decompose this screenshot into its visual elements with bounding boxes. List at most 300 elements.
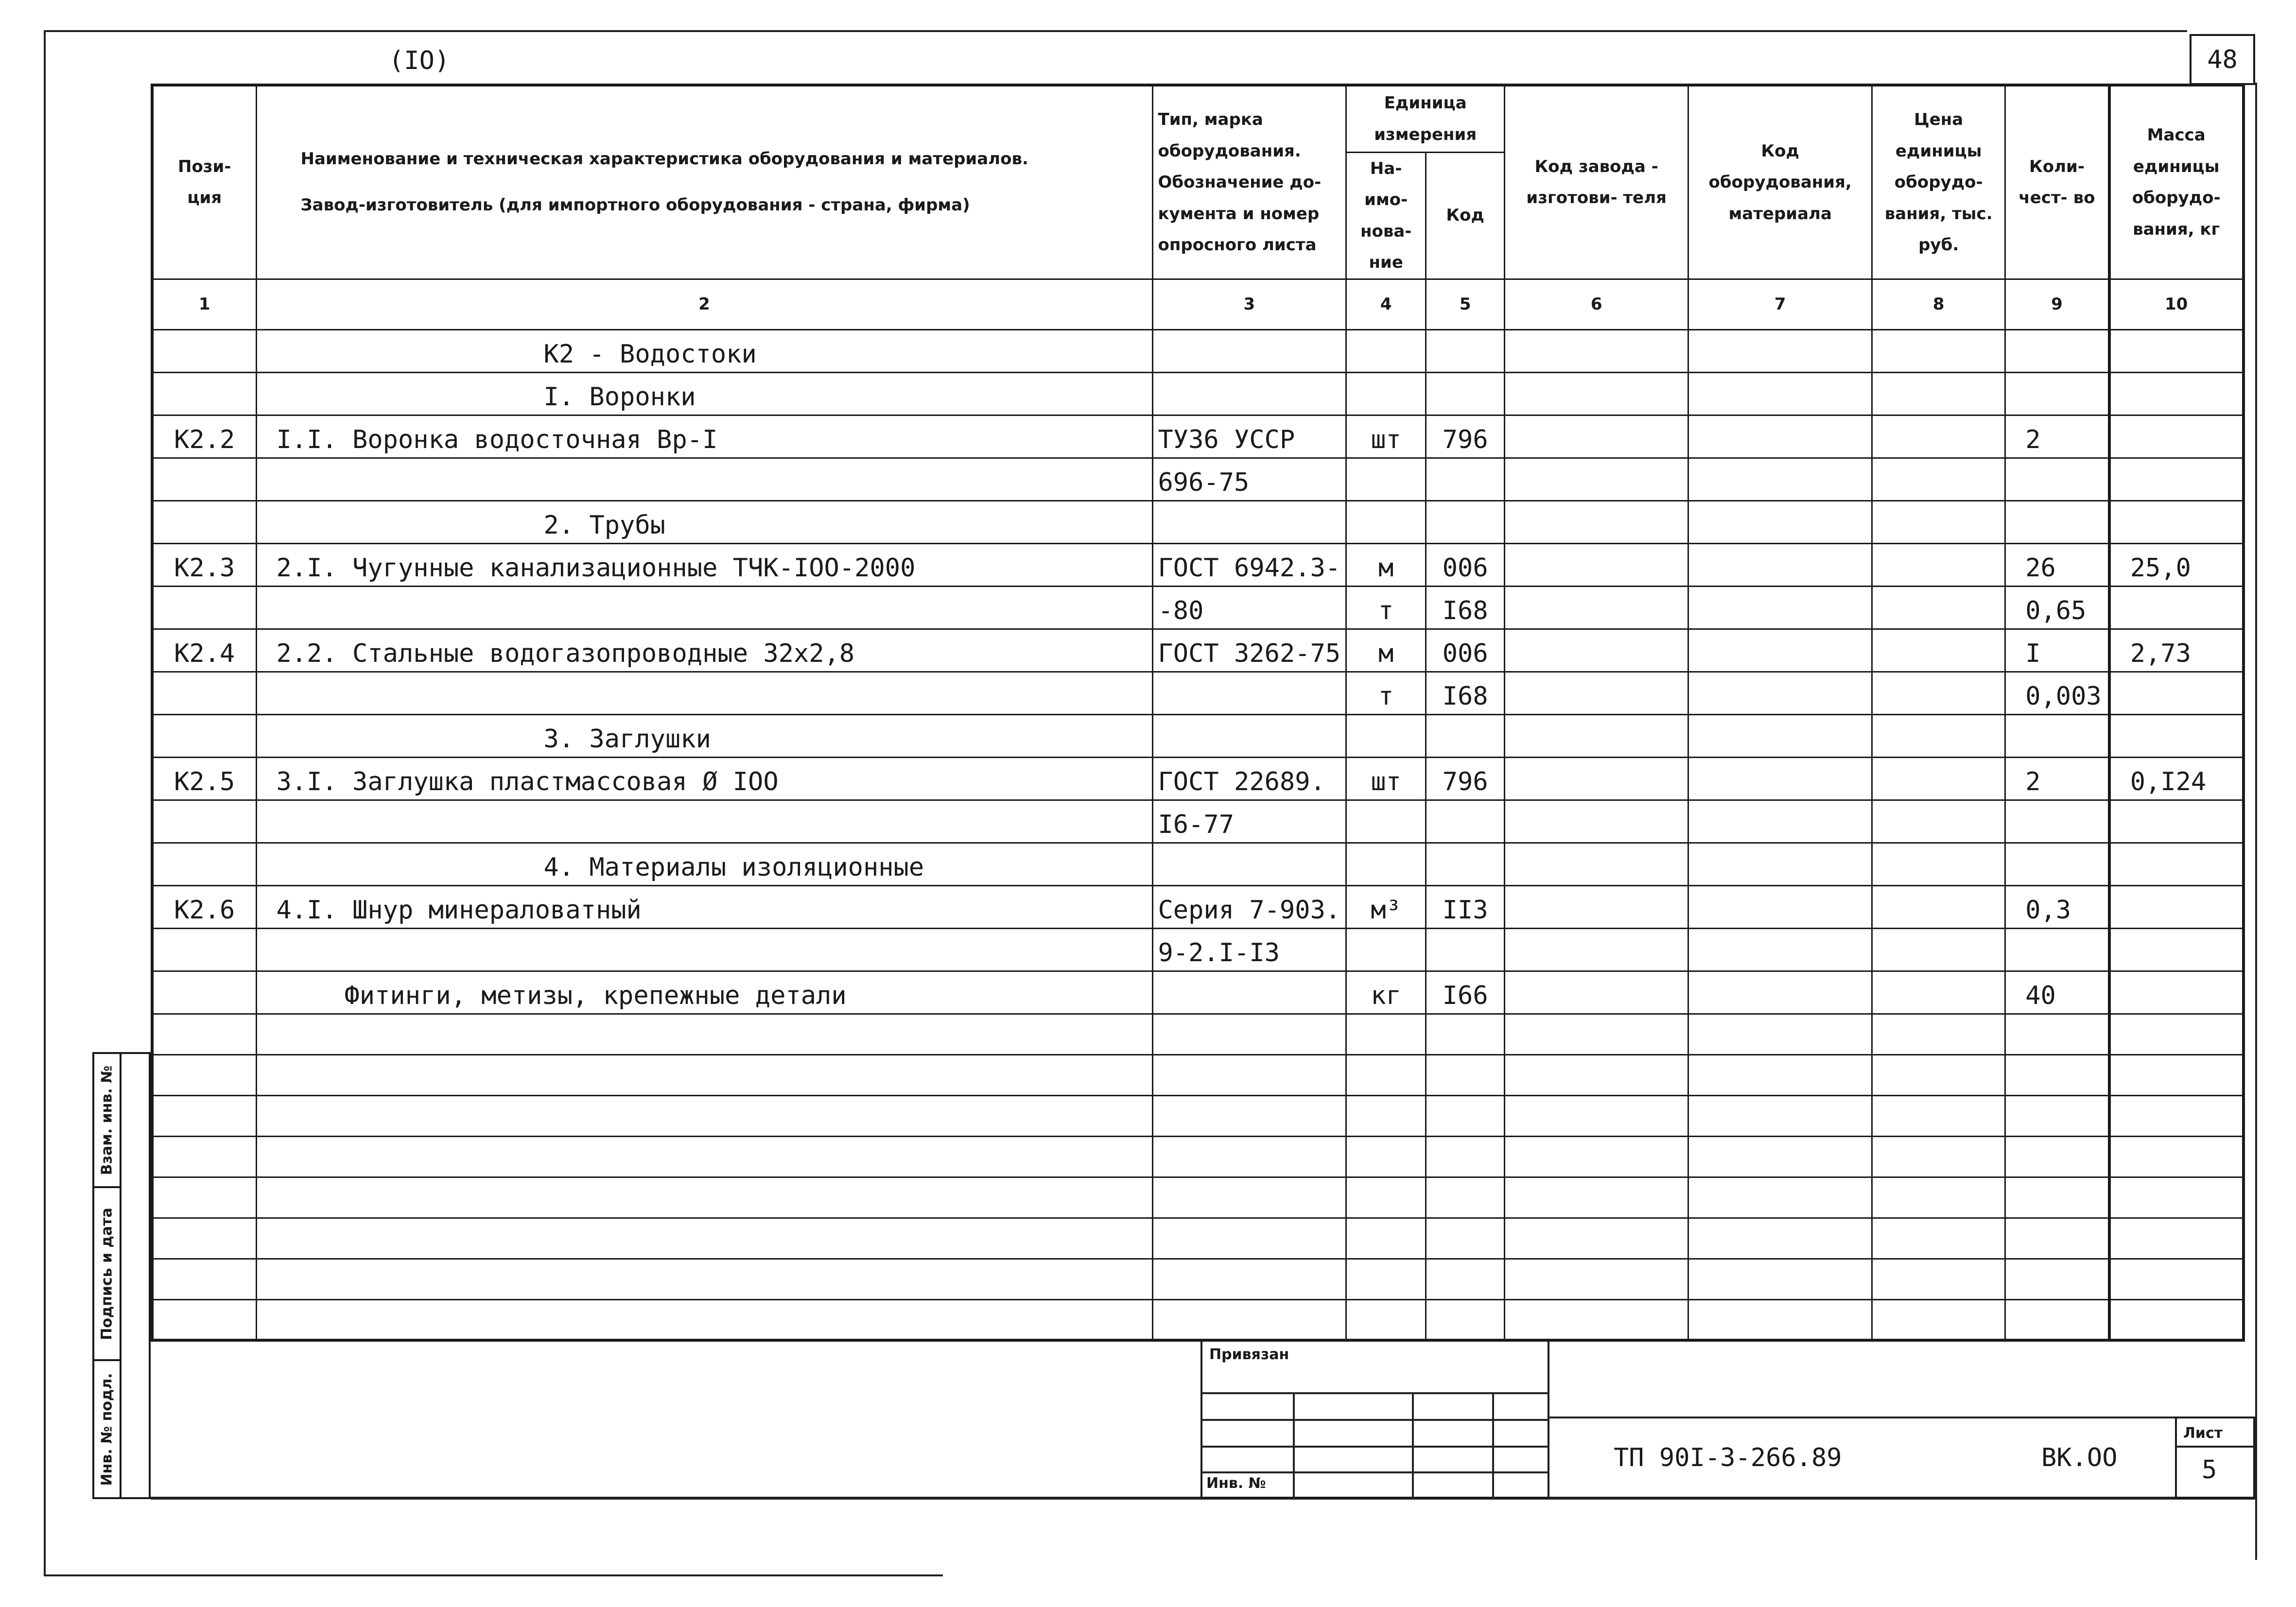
row-doc: I6-77 xyxy=(1152,800,1346,843)
row-position xyxy=(152,458,256,501)
empty-cell xyxy=(1688,1299,1872,1340)
empty-cell xyxy=(1346,1014,1426,1054)
row-price xyxy=(1872,928,2005,971)
empty-cell xyxy=(1505,1259,1688,1299)
empty-cell xyxy=(1346,1259,1426,1299)
empty-cell xyxy=(1505,501,1688,543)
row-code xyxy=(1426,800,1505,843)
row-name: Фитинги, метизы, крепежные детали xyxy=(256,971,1152,1014)
row-position-cell xyxy=(152,501,256,543)
row-code: I66 xyxy=(1426,971,1505,1014)
row-quantity: 2 xyxy=(2005,757,2109,800)
empty-table-row xyxy=(152,1218,2244,1259)
empty-cell xyxy=(1426,1054,1505,1095)
sheet-cell-divider xyxy=(2175,1446,2255,1448)
row-name xyxy=(256,672,1152,714)
sheet-top-label: (IO) xyxy=(389,46,450,75)
row-doc xyxy=(1152,672,1346,714)
row-factory-code xyxy=(1505,800,1688,843)
empty-cell xyxy=(1152,1177,1346,1218)
row-equipment-code xyxy=(1688,672,1872,714)
frame-top-line xyxy=(44,30,2187,32)
empty-cell xyxy=(1505,329,1688,372)
empty-cell xyxy=(1346,1218,1426,1259)
header-price: Цена единицы оборудо- вания, тыс. руб. xyxy=(1872,85,2005,279)
empty-cell xyxy=(1688,329,1872,372)
table-row xyxy=(152,458,2244,501)
row-quantity: 2 xyxy=(2005,415,2109,458)
col-number-4: 4 xyxy=(1346,279,1426,329)
row-unit: м xyxy=(1346,543,1426,586)
empty-cell xyxy=(1152,1218,1346,1259)
row-quantity: 26 xyxy=(2005,543,2109,586)
empty-cell xyxy=(2109,1299,2244,1340)
side-stamp-inv-label: Инв. № подл. xyxy=(98,1372,116,1486)
sheet-number: 5 xyxy=(2202,1455,2217,1485)
row-position-cell xyxy=(152,329,256,372)
row-mass xyxy=(2109,672,2244,714)
sheet-number-top-box xyxy=(2190,34,2255,85)
empty-cell xyxy=(1688,1177,1872,1218)
empty-cell xyxy=(1426,1259,1505,1299)
header-name xyxy=(256,85,1152,279)
empty-cell xyxy=(1688,372,1872,415)
row-doc: ГОСТ 22689. xyxy=(1152,757,1346,800)
row-factory-code xyxy=(1505,629,1688,672)
empty-cell xyxy=(1152,1299,1346,1340)
row-doc: ГОСТ 6942.3- xyxy=(1152,543,1346,586)
row-unit: м xyxy=(1346,629,1426,672)
side-stamp-value-column xyxy=(120,1052,151,1499)
col-number-9: 9 xyxy=(2005,279,2109,329)
row-factory-code xyxy=(1505,928,1688,971)
row-position: К2.4 xyxy=(152,629,256,672)
empty-cell xyxy=(256,1177,1152,1218)
row-quantity xyxy=(2005,458,2109,501)
row-mass xyxy=(2109,971,2244,1014)
col-number-7: 7 xyxy=(1688,279,1872,329)
empty-cell xyxy=(1505,1054,1688,1095)
empty-cell xyxy=(1426,329,1505,372)
privyazan-hline-2 xyxy=(1200,1419,1549,1421)
empty-cell xyxy=(2005,1218,2109,1259)
specification-table xyxy=(151,84,2245,1342)
row-position xyxy=(152,800,256,843)
empty-cell xyxy=(152,1054,256,1095)
section-title: 2. Трубы xyxy=(256,501,1152,543)
empty-cell xyxy=(2109,1014,2244,1054)
empty-cell xyxy=(2005,372,2109,415)
row-doc: ГОСТ 3262-75 xyxy=(1152,629,1346,672)
row-equipment-code xyxy=(1688,586,1872,629)
row-mass xyxy=(2109,800,2244,843)
row-mass xyxy=(2109,928,2244,971)
header-factory-code: Код завода - изготови- теля xyxy=(1505,85,1688,279)
table-row xyxy=(152,372,2244,415)
row-factory-code xyxy=(1505,543,1688,586)
empty-cell xyxy=(1346,1177,1426,1218)
empty-cell xyxy=(1426,714,1505,757)
row-unit xyxy=(1346,928,1426,971)
sheet-label: Лист xyxy=(2183,1425,2223,1442)
empty-cell xyxy=(1688,714,1872,757)
row-factory-code xyxy=(1505,458,1688,501)
col-number-5: 5 xyxy=(1426,279,1505,329)
row-equipment-code xyxy=(1688,757,1872,800)
empty-cell xyxy=(1505,372,1688,415)
frame-left-line xyxy=(44,30,46,1575)
row-position: К2.6 xyxy=(152,885,256,928)
row-equipment-code xyxy=(1688,543,1872,586)
row-position-cell xyxy=(152,372,256,415)
row-position: К2.2 xyxy=(152,415,256,458)
empty-cell xyxy=(1426,1218,1505,1259)
section-title: I. Воронки xyxy=(256,372,1152,415)
empty-cell xyxy=(2109,372,2244,415)
empty-cell xyxy=(2005,1177,2109,1218)
empty-cell xyxy=(256,1136,1152,1177)
row-equipment-code xyxy=(1688,971,1872,1014)
table-row xyxy=(152,329,2244,372)
empty-cell xyxy=(1872,329,2005,372)
empty-cell xyxy=(1152,1136,1346,1177)
section-title: К2 - Водостоки xyxy=(256,329,1152,372)
row-unit xyxy=(1346,458,1426,501)
empty-cell xyxy=(1346,1136,1426,1177)
empty-cell xyxy=(1152,329,1346,372)
row-code: 006 xyxy=(1426,629,1505,672)
sheet-number-top: 48 xyxy=(2207,45,2238,74)
row-name: 2.2. Стальные водогазопроводные 32х2,8 xyxy=(256,629,1152,672)
empty-cell xyxy=(1505,1177,1688,1218)
row-quantity: 0,65 xyxy=(2005,586,2109,629)
empty-cell xyxy=(1688,1095,1872,1136)
empty-cell xyxy=(1346,501,1426,543)
empty-cell xyxy=(1152,1259,1346,1299)
privyazan-hline-1 xyxy=(1200,1392,1549,1394)
empty-cell xyxy=(1872,372,2005,415)
empty-cell xyxy=(1505,1014,1688,1054)
main-title-top-line xyxy=(1548,1417,2175,1418)
empty-cell xyxy=(152,1299,256,1340)
row-price xyxy=(1872,971,2005,1014)
row-mass xyxy=(2109,586,2244,629)
table-row xyxy=(152,885,2244,928)
document-code: ТП 90I-3-266.89 xyxy=(1614,1443,1842,1472)
empty-cell xyxy=(152,1014,256,1054)
empty-cell xyxy=(1152,1014,1346,1054)
empty-cell xyxy=(152,1259,256,1299)
header-name-line2: Завод-изготовитель (для импортного оборудования - страна, фирма) xyxy=(300,195,970,215)
row-factory-code xyxy=(1505,971,1688,1014)
empty-cell xyxy=(152,1095,256,1136)
row-quantity: 40 xyxy=(2005,971,2109,1014)
empty-table-row xyxy=(152,1014,2244,1054)
document-mark: ВК.ОО xyxy=(2041,1443,2118,1472)
row-mass: 25,0 xyxy=(2109,543,2244,586)
table-row xyxy=(152,501,2244,543)
empty-cell xyxy=(2109,1095,2244,1136)
empty-cell xyxy=(256,1259,1152,1299)
table-row xyxy=(152,629,2244,672)
col-number-2: 2 xyxy=(256,279,1152,329)
row-code: 796 xyxy=(1426,415,1505,458)
row-factory-code xyxy=(1505,885,1688,928)
row-position-cell xyxy=(152,971,256,1014)
row-doc: ТУ36 УССР xyxy=(1152,415,1346,458)
specification-body xyxy=(152,329,2244,1340)
empty-cell xyxy=(1426,501,1505,543)
row-quantity xyxy=(2005,928,2109,971)
row-position: К2.5 xyxy=(152,757,256,800)
row-quantity: 0,3 xyxy=(2005,885,2109,928)
header-position: Пози- ция xyxy=(152,85,256,279)
table-row xyxy=(152,543,2244,586)
empty-cell xyxy=(2109,1136,2244,1177)
row-doc: Серия 7-903. xyxy=(1152,885,1346,928)
empty-table-row xyxy=(152,1095,2244,1136)
row-position-cell xyxy=(152,714,256,757)
empty-cell xyxy=(1872,1218,2005,1259)
row-doc: 9-2.I-I3 xyxy=(1152,928,1346,971)
row-mass: 0,I24 xyxy=(2109,757,2244,800)
row-mass: 2,73 xyxy=(2109,629,2244,672)
row-price xyxy=(1872,458,2005,501)
empty-cell xyxy=(1688,1054,1872,1095)
header-quantity: Коли- чест- во xyxy=(2005,85,2109,279)
col-number-10: 10 xyxy=(2109,279,2244,329)
frame-bottom-line xyxy=(44,1574,943,1576)
empty-cell xyxy=(1872,843,2005,885)
empty-cell xyxy=(1505,1136,1688,1177)
empty-cell xyxy=(2005,1054,2109,1095)
empty-cell xyxy=(1505,714,1688,757)
row-name: I.I. Воронка водосточная Вр-I xyxy=(256,415,1152,458)
row-quantity xyxy=(2005,800,2109,843)
header-type-doc: Тип, марка оборудования. Обозначение до- кумента и номер опросного листа xyxy=(1152,85,1346,279)
row-factory-code xyxy=(1505,757,1688,800)
row-factory-code xyxy=(1505,415,1688,458)
empty-cell xyxy=(2109,329,2244,372)
table-row xyxy=(152,672,2244,714)
empty-cell xyxy=(1346,372,1426,415)
inv-no-label: Инв. № xyxy=(1206,1475,1266,1492)
row-unit: шт xyxy=(1346,757,1426,800)
empty-cell xyxy=(1872,1054,2005,1095)
empty-cell xyxy=(1872,1259,2005,1299)
empty-table-row xyxy=(152,1177,2244,1218)
empty-cell xyxy=(2109,714,2244,757)
empty-cell xyxy=(2005,1136,2109,1177)
empty-cell xyxy=(2005,843,2109,885)
empty-cell xyxy=(152,1136,256,1177)
row-price xyxy=(1872,629,2005,672)
section-title: 4. Материалы изоляционные xyxy=(256,843,1152,885)
privyazan-hline-4 xyxy=(1200,1471,1549,1473)
row-unit: т xyxy=(1346,672,1426,714)
empty-table-row xyxy=(152,1136,2244,1177)
empty-cell xyxy=(256,1218,1152,1259)
row-doc xyxy=(1152,971,1346,1014)
empty-cell xyxy=(1688,1259,1872,1299)
empty-cell xyxy=(1346,1054,1426,1095)
empty-cell xyxy=(1152,843,1346,885)
row-factory-code xyxy=(1505,586,1688,629)
row-equipment-code xyxy=(1688,885,1872,928)
row-position: К2.3 xyxy=(152,543,256,586)
empty-cell xyxy=(1346,714,1426,757)
column-number-row xyxy=(152,279,2244,329)
row-name xyxy=(256,458,1152,501)
empty-cell xyxy=(1505,1218,1688,1259)
row-unit: шт xyxy=(1346,415,1426,458)
empty-cell xyxy=(2109,1177,2244,1218)
row-name xyxy=(256,928,1152,971)
row-doc: -80 xyxy=(1152,586,1346,629)
empty-cell xyxy=(1426,1136,1505,1177)
empty-cell xyxy=(256,1054,1152,1095)
empty-cell xyxy=(1505,843,1688,885)
empty-cell xyxy=(1152,1054,1346,1095)
table-row xyxy=(152,415,2244,458)
row-unit: т xyxy=(1346,586,1426,629)
empty-cell xyxy=(1346,1095,1426,1136)
row-name xyxy=(256,800,1152,843)
row-name: 2.I. Чугунные канализационные ТЧК-IOO-2000 xyxy=(256,543,1152,586)
row-code: 006 xyxy=(1426,543,1505,586)
empty-cell xyxy=(1872,1177,2005,1218)
row-mass xyxy=(2109,415,2244,458)
privyazan-hline-3 xyxy=(1200,1446,1549,1448)
header-unit-name: На- имо- нова- ние xyxy=(1346,152,1426,279)
empty-cell xyxy=(1688,501,1872,543)
empty-cell xyxy=(256,1095,1152,1136)
header-name-line1: Наименование и техническая характеристика оборудования и материалов. xyxy=(300,149,1028,169)
privyazan-vline-1 xyxy=(1293,1392,1295,1499)
empty-cell xyxy=(2109,1054,2244,1095)
empty-cell xyxy=(1872,501,2005,543)
empty-table-row xyxy=(152,1259,2244,1299)
side-stamp-podpis-label: Подпись и дата xyxy=(98,1207,116,1340)
empty-cell xyxy=(2005,1259,2109,1299)
section-title: 3. Заглушки xyxy=(256,714,1152,757)
empty-cell xyxy=(1872,1299,2005,1340)
row-price xyxy=(1872,885,2005,928)
row-code: 796 xyxy=(1426,757,1505,800)
privyazan-vline-2 xyxy=(1412,1392,1414,1499)
empty-cell xyxy=(2005,1095,2109,1136)
row-equipment-code xyxy=(1688,415,1872,458)
row-price xyxy=(1872,415,2005,458)
empty-cell xyxy=(2109,501,2244,543)
side-stamp xyxy=(92,1052,151,1499)
row-mass xyxy=(2109,458,2244,501)
row-position-cell xyxy=(152,843,256,885)
table-row xyxy=(152,928,2244,971)
row-code xyxy=(1426,928,1505,971)
row-code xyxy=(1426,458,1505,501)
frame-right-line xyxy=(2255,83,2257,1560)
row-price xyxy=(1872,543,2005,586)
empty-table-row xyxy=(152,1054,2244,1095)
header-unit-group: Единица измерения xyxy=(1346,85,1505,152)
empty-cell xyxy=(1152,714,1346,757)
empty-cell xyxy=(1872,1095,2005,1136)
empty-cell xyxy=(152,1177,256,1218)
row-price xyxy=(1872,672,2005,714)
table-row xyxy=(152,800,2244,843)
col-number-6: 6 xyxy=(1505,279,1688,329)
empty-cell xyxy=(1872,1136,2005,1177)
col-number-1: 1 xyxy=(152,279,256,329)
row-code: II3 xyxy=(1426,885,1505,928)
row-doc: 696-75 xyxy=(1152,458,1346,501)
empty-table-row xyxy=(152,1299,2244,1340)
header-equipment-code: Код оборудования, материала xyxy=(1688,85,1872,279)
row-name: 4.I. Шнур минераловатный xyxy=(256,885,1152,928)
empty-cell xyxy=(1426,1014,1505,1054)
empty-cell xyxy=(1426,1177,1505,1218)
empty-cell xyxy=(1152,1095,1346,1136)
row-unit: м³ xyxy=(1346,885,1426,928)
row-equipment-code xyxy=(1688,458,1872,501)
empty-cell xyxy=(2005,1299,2109,1340)
empty-cell xyxy=(1346,1299,1426,1340)
empty-cell xyxy=(1688,843,1872,885)
empty-cell xyxy=(1505,1299,1688,1340)
empty-cell xyxy=(1872,714,2005,757)
table-row xyxy=(152,971,2244,1014)
empty-cell xyxy=(2109,1259,2244,1299)
empty-cell xyxy=(1688,1136,1872,1177)
empty-cell xyxy=(2109,1218,2244,1259)
row-unit: кг xyxy=(1346,971,1426,1014)
row-code: I68 xyxy=(1426,672,1505,714)
row-position xyxy=(152,586,256,629)
empty-cell xyxy=(2109,843,2244,885)
empty-cell xyxy=(2005,329,2109,372)
row-position xyxy=(152,672,256,714)
privyazan-vline-3 xyxy=(1492,1392,1494,1499)
empty-cell xyxy=(2005,714,2109,757)
table-row xyxy=(152,757,2244,800)
row-equipment-code xyxy=(1688,629,1872,672)
empty-cell xyxy=(256,1014,1152,1054)
empty-cell xyxy=(256,1299,1152,1340)
table-row xyxy=(152,843,2244,885)
row-quantity: 0,003 xyxy=(2005,672,2109,714)
row-price xyxy=(1872,757,2005,800)
col-number-3: 3 xyxy=(1152,279,1346,329)
row-name: 3.I. Заглушка пластмассовая Ø IOO xyxy=(256,757,1152,800)
empty-cell xyxy=(1346,329,1426,372)
empty-cell xyxy=(1505,1095,1688,1136)
row-mass xyxy=(2109,885,2244,928)
table-row xyxy=(152,586,2244,629)
privyazan-label: Привязан xyxy=(1209,1346,1289,1363)
empty-cell xyxy=(1688,1014,1872,1054)
empty-cell xyxy=(1426,843,1505,885)
row-name xyxy=(256,586,1152,629)
row-unit xyxy=(1346,800,1426,843)
row-equipment-code xyxy=(1688,800,1872,843)
empty-cell xyxy=(1426,1299,1505,1340)
row-quantity: I xyxy=(2005,629,2109,672)
row-position xyxy=(152,928,256,971)
empty-cell xyxy=(1152,501,1346,543)
side-stamp-vzam-label: Взам. инв. № xyxy=(98,1065,116,1175)
empty-cell xyxy=(1688,1218,1872,1259)
